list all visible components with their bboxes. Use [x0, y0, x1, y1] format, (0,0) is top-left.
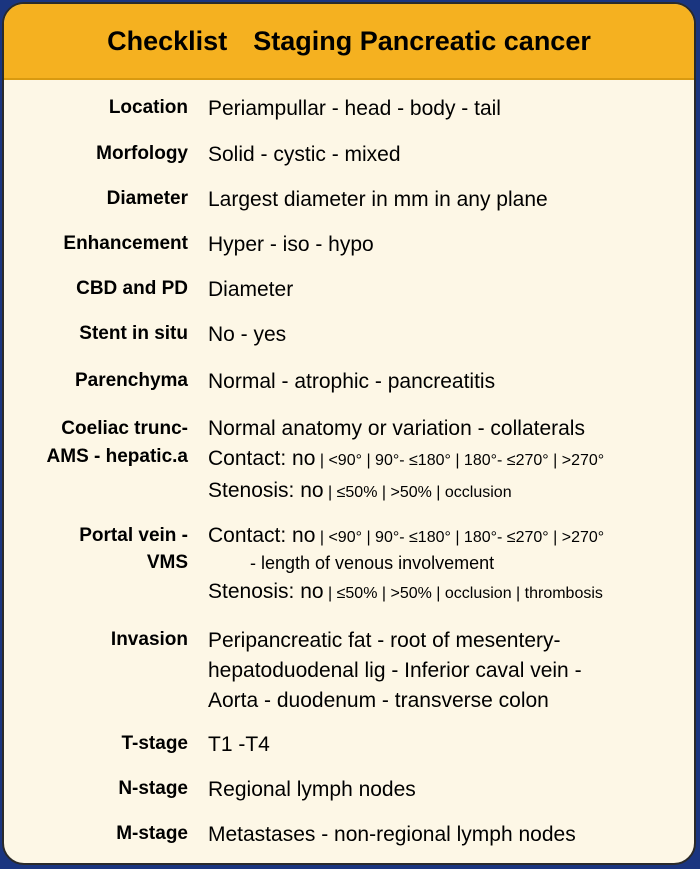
row-label: N-stage: [118, 778, 188, 799]
row-label: T-stage: [121, 733, 188, 754]
checklist-card: [2, 2, 696, 865]
row-coeliac: [4, 414, 694, 508]
row-label: Invasion: [110, 629, 188, 650]
row-label: Parenchyma: [74, 370, 188, 391]
row-value-line: [208, 476, 604, 508]
row-t-stage: [4, 732, 694, 757]
row-value: No - yes: [208, 323, 287, 346]
row-value-line: Normal anatomy or variation - collaterals: [208, 417, 585, 440]
stenosis-options: | ≤50% | >50% | occlusion: [323, 484, 512, 501]
row-portal-vein: [4, 522, 694, 611]
row-value: [208, 522, 604, 611]
row-label: CBD and PD: [76, 278, 188, 299]
row-value: T1 -T4: [208, 733, 270, 756]
row-value-line: Aorta - duodenum - transverse colon: [208, 689, 549, 712]
row-value-line: [208, 522, 604, 551]
row-label-line: Portal vein -: [79, 525, 188, 546]
contact-options: | <90° | 90°- ≤180° | 180°- ≤270° | >270°: [315, 452, 605, 469]
row-morfology: [4, 142, 694, 167]
row-label: [4, 414, 188, 508]
row-value: Regional lymph nodes: [208, 778, 416, 801]
row-enhancement: [4, 232, 694, 257]
row-stent: [4, 322, 694, 347]
row-label-line: AMS - hepatic.a: [46, 446, 188, 467]
row-label: Diameter: [106, 188, 188, 209]
row-label: Enhancement: [63, 233, 188, 254]
row-label: Stent in situ: [79, 323, 188, 344]
row-m-stage: [4, 822, 694, 847]
row-value: Normal - atrophic - pancreatitis: [208, 370, 496, 393]
row-parenchyma: [4, 369, 694, 394]
contact-options: | <90° | 90°- ≤180° | 180°- ≤270° | >270°: [315, 529, 605, 546]
stenosis-options: | ≤50% | >50% | occlusion | thrombosis: [323, 585, 603, 602]
row-value: Largest diameter in mm in any plane: [208, 188, 548, 211]
row-value-line: - length of venous involvement: [250, 553, 495, 573]
row-n-stage: [4, 777, 694, 802]
row-value: Solid - cystic - mixed: [208, 143, 401, 166]
row-label: Location: [108, 97, 188, 118]
row-value: Metastases - non-regional lymph nodes: [208, 823, 576, 846]
contact-text: Contact: no: [208, 524, 316, 547]
row-invasion: [4, 626, 694, 716]
row-label-line: VMS: [146, 552, 188, 573]
header-checklist-label: Checklist: [107, 25, 228, 56]
row-value-line: Peripancreatic fat - root of mesentery-: [208, 629, 561, 652]
row-value-line: [208, 575, 604, 611]
contact-text: Contact: no: [208, 447, 316, 470]
row-value: Hyper - iso - hypo: [208, 233, 374, 256]
header-title: Staging Pancreatic cancer: [253, 25, 591, 56]
row-label-line: Coeliac trunc-: [61, 418, 188, 439]
row-value: [208, 626, 582, 716]
row-value: Diameter: [208, 278, 294, 301]
row-value-line: [208, 444, 604, 476]
row-value-line: hepatoduodenal lig - Inferior caval vein -: [208, 659, 582, 682]
stenosis-text: Stenosis: no: [208, 479, 324, 502]
stenosis-text: Stenosis: no: [208, 580, 324, 603]
row-label: [4, 522, 188, 611]
row-cbd-pd: [4, 277, 694, 302]
row-label: M-stage: [116, 823, 188, 844]
row-label: Morfology: [96, 143, 188, 164]
row-value: Periampullar - head - body - tail: [208, 97, 501, 120]
checklist-header: [4, 4, 694, 80]
row-diameter: [4, 187, 694, 212]
row-value: [208, 414, 604, 508]
row-location: [4, 96, 694, 121]
